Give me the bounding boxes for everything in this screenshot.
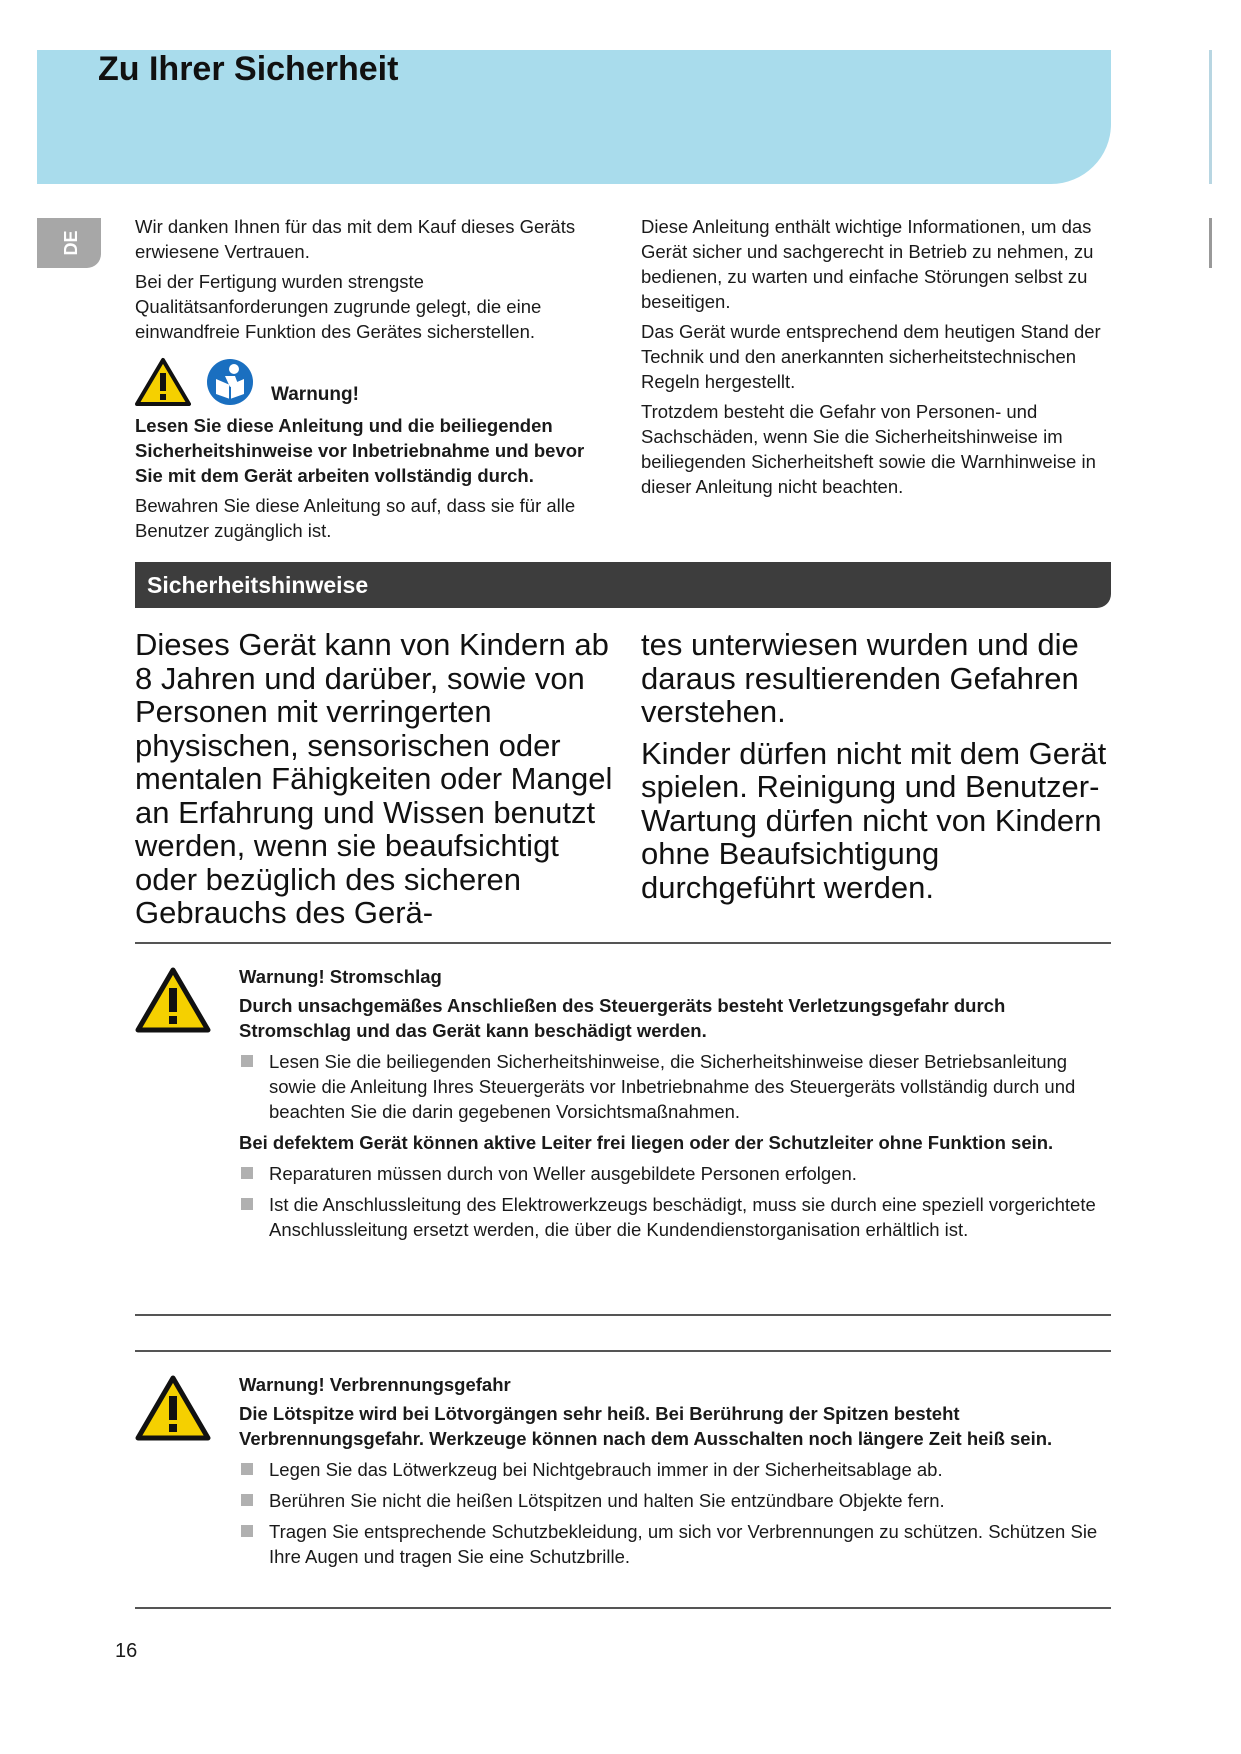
warning-triangle-icon <box>135 357 191 407</box>
bullet-square-icon <box>241 1494 253 1506</box>
bullet-square-icon <box>241 1055 253 1067</box>
children-notice-right <box>641 628 1121 912</box>
bullet-square-icon <box>241 1198 253 1210</box>
section-header <box>135 562 1111 608</box>
intro-left-column <box>135 214 605 548</box>
warning-title: Warnung! Verbrennungsgefahr <box>239 1374 511 1395</box>
intro-paragraph: Diese Anleitung enthält wichtige Informationen, um das Gerät sicher und sachgerecht in Betrieb zu nehmen, zu bedienen, zu warten und einfache Störungen selbst zu beseitigen. <box>641 216 1094 312</box>
language-tab-label: DE <box>61 230 81 256</box>
read-manual-icon <box>205 357 255 407</box>
warning-triangle-icon <box>135 966 211 1034</box>
warning-triangle-icon <box>135 1374 211 1442</box>
intro-paragraph: Bewahren Sie diese Anleitung so auf, dass sie für alle Benutzer zugänglich ist. <box>135 495 576 541</box>
list-item <box>239 1049 1111 1124</box>
warning-box-burn-hazard <box>135 1350 1111 1609</box>
list-item <box>239 1457 1111 1482</box>
list-item <box>239 1488 1111 1513</box>
warning-content <box>239 964 1111 1248</box>
intro-paragraph: Bei der Fertigung wurden strengste Qualitätsanforderungen zugrunde gelegt, die eine einwandfreie Funktion des Gerätes sicherstellen. <box>135 271 542 342</box>
list-item <box>239 1161 1111 1186</box>
bullet-square-icon <box>241 1525 253 1537</box>
page-number: 16 <box>115 1640 138 1662</box>
bullet-list <box>239 1049 1111 1124</box>
list-item-text: Tragen Sie entsprechende Schutzbekleidung, um sich vor Verbrennungen zu schützen. Schützen Sie Ihre Augen und tragen Sie eine Schutzbrille. <box>269 1521 1098 1567</box>
warning-bold-text: Bei defektem Gerät können aktive Leiter frei liegen oder der Schutzleiter ohne Funktion sein. <box>239 1132 1054 1153</box>
warning-row <box>135 349 605 407</box>
bullet-list <box>239 1161 1111 1242</box>
intro-paragraph: Wir danken Ihnen für das mit dem Kauf dieses Geräts erwiesene Vertrauen. <box>135 216 576 262</box>
warning-box-electric-shock <box>135 942 1111 1316</box>
children-notice-text: Dieses Gerät kann von Kindern ab 8 Jahren und darüber, sowie von Personen mit verringerten physischen, sensorischen oder mentalen Fähigkeiten oder Mangel an Erfahrung und Wissen benutzt werden, wenn sie beaufsichtigt oder bezüglich des sicheren Gebrauchs des Gerä- <box>135 627 613 930</box>
intro-paragraph: Trotzdem besteht die Gefahr von Personen- und Sachschäden, wenn Sie die Sicherheitshinweise im beiliegenden Sicherheitsheft sowie die Warnhinweise in dieser Anleitung nicht beachten. <box>641 401 1096 497</box>
language-tab <box>37 218 101 268</box>
edge-marker-middle <box>1209 218 1212 268</box>
bullet-list <box>239 1457 1111 1569</box>
warning-label: Warnung! <box>271 384 359 405</box>
warning-content <box>239 1372 1111 1575</box>
list-item <box>239 1192 1111 1242</box>
children-notice-text: tes unterwiesen wurden und die daraus resultierenden Gefahren verstehen. <box>641 627 1079 729</box>
intro-right-column <box>641 214 1111 504</box>
list-item-text: Reparaturen müssen durch von Weller ausgebildete Personen erfolgen. <box>269 1163 857 1184</box>
list-item-text: Berühren Sie nicht die heißen Lötspitzen und halten Sie entzündbare Objekte fern. <box>269 1490 945 1511</box>
children-notice-left <box>135 628 615 938</box>
page-title: Zu Ihrer Sicherheit <box>98 50 399 88</box>
bullet-square-icon <box>241 1463 253 1475</box>
list-item-text: Ist die Anschlussleitung des Elektrowerkzeugs beschädigt, muss sie durch eine speziell vorgerichtete Anschlussleitung ersetzt werden, die über die Kundendienstorganisation erhältlich ist. <box>269 1194 1096 1240</box>
list-item <box>239 1519 1111 1569</box>
warning-bold-text: Lesen Sie diese Anleitung und die beiliegenden Sicherheitshinweise vor Inbetriebnahme und bevor Sie mit dem Gerät arbeiten vollständig durch. <box>135 415 585 486</box>
warning-bold-text: Die Lötspitze wird bei Lötvorgängen sehr heiß. Bei Berührung der Spitzen besteht Verbrennungsgefahr. Werkzeuge können nach dem Ausschalten noch längere Zeit heiß sein. <box>239 1403 1053 1449</box>
list-item-text: Legen Sie das Lötwerkzeug bei Nichtgebrauch immer in der Sicherheitsablage ab. <box>269 1459 943 1480</box>
edge-marker-top <box>1209 50 1212 184</box>
section-title: Sicherheitshinweise <box>147 572 369 598</box>
warning-bold-text: Durch unsachgemäßes Anschließen des Steuergeräts besteht Verletzungsgefahr durch Stromschlag und das Gerät kann beschädigt werden. <box>239 995 1006 1041</box>
list-item-text: Lesen Sie die beiliegenden Sicherheitshinweise, die Sicherheitshinweise dieser Betriebsanleitung sowie die Anleitung Ihres Steuergeräts vor Inbetriebnahme des Steuergeräts vollständig durch und beachten Sie die darin gegebenen Vorsichtsmaßnahmen. <box>269 1051 1076 1122</box>
children-notice-text: Kinder dürfen nicht mit dem Gerät spielen. Reinigung und Benutzer-Wartung dürfen nicht von Kindern ohne Beaufsichtigung durchgeführt werden. <box>641 735 1107 905</box>
warning-title: Warnung! Stromschlag <box>239 966 442 987</box>
bullet-square-icon <box>241 1167 253 1179</box>
intro-paragraph: Das Gerät wurde entsprechend dem heutigen Stand der Technik und den anerkannten sicherheitstechnischen Regeln hergestellt. <box>641 321 1101 392</box>
